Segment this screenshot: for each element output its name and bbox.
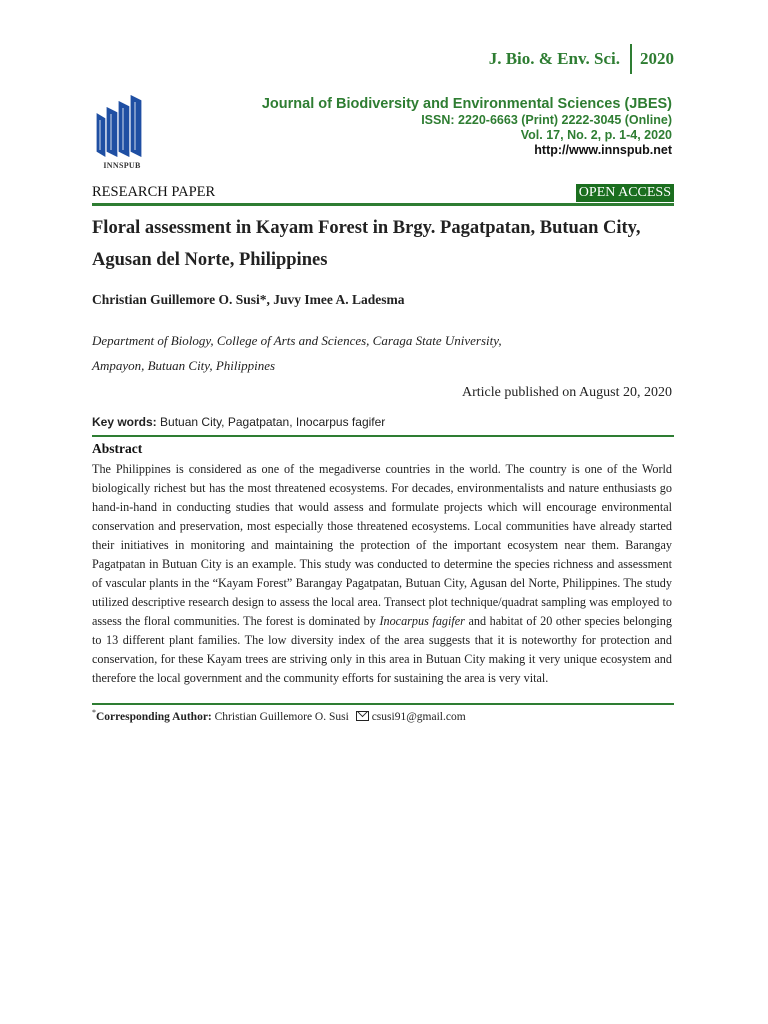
journal-info [262,95,672,158]
running-header [489,44,674,74]
corresponding-email[interactable]: csusi91@gmail.com [371,710,466,723]
abstract-text [92,460,672,688]
affiliation [92,328,652,378]
header-divider [630,44,632,74]
keywords-label: Key words: [92,415,157,429]
paper-type-bar [92,184,674,204]
journal-url[interactable]: http://www.innspub.net [534,143,672,157]
corresponding-author [92,708,466,723]
abstract-heading: Abstract [92,441,143,456]
corresponding-label: Corresponding Author: [96,710,212,723]
paper-type-label: RESEARCH PAPER [92,184,216,200]
journal-volume: Vol. 17, No. 2, p. 1-4, 2020 [520,128,672,142]
journal-issn: ISSN: 2220-6663 (Print) 2222-3045 (Online) [421,113,672,127]
section-divider [92,203,674,206]
abstract-species-name: Inocarpus fagifer [379,614,465,628]
corresponding-name: Christian Guillemore O. Susi [214,710,349,723]
abstract-divider [92,703,674,705]
publication-date: Article published on August 20, 2020 [462,385,672,400]
keywords [92,415,385,429]
abstract-part: The Philippines is considered as one of the megadiverse countries in the world. The country is one of the World biologically richest but has the most threatened ecosystems. For decades, environmentalists and nature enthusiasts go hand-in-hand in conducting studies that would assess and formulate projects which will encourage environmental conservation and preservation, most especially those threatened ecosystems. Local communities have already started their initiatives in monitoring and maintaining the protection of the important ecosystem near them. Barangay Pagatpatan in Butuan City is an example. This study was conducted to determine the species richness and assessment of vascular plants in the “Kayam Forest” Barangay Pagatpatan, Butuan City, Agusan del Norte, Philippines. The study utilized descriptive research design to assess the local area. Transect plot technique/quadrat sampling was employed to assess the floral communities. The forest is dominated by [92,462,672,628]
books-logo-icon [92,92,152,172]
journal-year: 2020 [640,49,674,68]
publisher-logo-text: INNSPUB [103,161,141,170]
affiliation-line: Department of Biology, College of Arts and Sciences, Caraga State University, [92,333,502,348]
mail-icon [356,711,369,721]
keywords-divider [92,435,674,437]
keywords-value: Butuan City, Pagatpatan, Inocarpus fagifer [160,415,386,429]
affiliation-line: Ampayon, Butuan City, Philippines [92,358,276,373]
author-list: Christian Guillemore O. Susi*, Juvy Imee A. Ladesma [92,292,405,307]
paper-title: Floral assessment in Kayam Forest in Brgy. Pagatpatan, Butuan City, Agusan del Norte, Philippines [92,218,641,270]
journal-name: Journal of Biodiversity and Environmental Sciences (JBES) [261,96,672,112]
journal-abbrev: J. Bio. & Env. Sci. [488,49,620,68]
open-access-badge: OPEN ACCESS [576,184,674,202]
corresponding-mark: * [92,708,96,717]
abstract-part: and habitat of 20 other species belonging to 13 different plant families. The low diversity index of the area suggests that it is noteworthy for protection and conservation, for these Kayam trees are striving only in this area in Butuan City making it very unique ecosystem and therefore the local government and the community efforts for sustaining the area is very vital. [92,614,672,685]
